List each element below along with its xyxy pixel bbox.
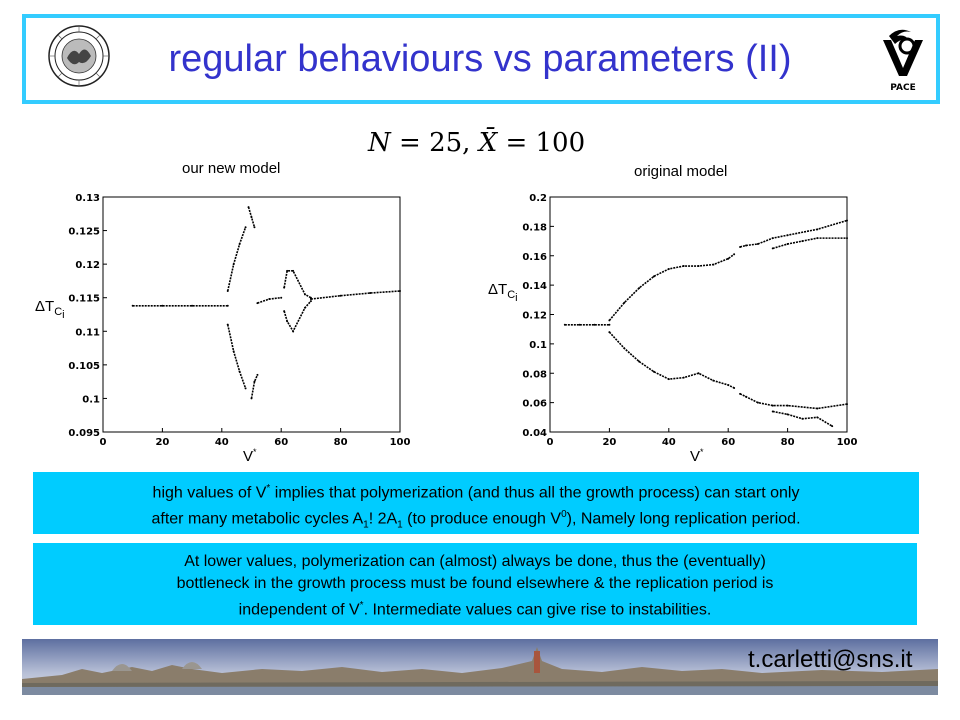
y-tick-label: 0.12 [75,260,100,272]
x-tick-label: 0 [546,437,554,448]
data-point [227,290,229,292]
data-point [683,265,685,267]
x-tick-label: 40 [661,437,676,448]
y-tick-label: 0.1 [529,339,547,351]
data-point [757,243,759,245]
data-point [245,226,247,228]
formula-x-symbol: X̄ [478,128,498,158]
data-point [191,305,193,307]
data-point [712,264,714,266]
data-point [772,410,774,412]
data-point [310,300,312,302]
right-plot-caption: original model [634,163,728,180]
y-tick-label: 0.11 [75,327,100,339]
data-point [340,295,342,297]
data-point [683,377,685,379]
data-point [579,324,581,326]
data-point [304,293,306,295]
data-point [227,324,229,326]
data-point [772,247,774,249]
data-point [251,216,253,218]
data-point [233,350,235,352]
data-point [564,324,566,326]
data-point [787,243,789,245]
y-tick-label: 0.04 [522,428,547,439]
x-tick-label: 40 [214,437,229,448]
data-point [132,305,134,307]
x-tick-label: 100 [836,437,858,448]
data-point [253,226,255,228]
data-point [816,237,818,239]
x-tick-label: 80 [780,437,795,448]
y-tick-label: 0.14 [522,281,547,293]
data-point [787,234,789,236]
data-point [772,237,774,239]
y-tick-label: 0.095 [68,428,100,439]
data-point [239,371,241,373]
y-tick-label: 0.06 [522,398,547,410]
data-point [801,418,803,420]
data-point [638,361,640,363]
data-point [712,380,714,382]
y-tick-label: 0.105 [68,360,100,372]
data-point [608,324,610,326]
data-point [251,397,253,399]
right-x-axis-label: V* [690,447,704,465]
data-point [292,270,294,272]
data-point [727,384,729,386]
data-point [623,302,625,304]
data-point [227,305,229,307]
data-point [787,413,789,415]
x-tick-label: 20 [155,437,170,448]
data-point [772,405,774,407]
data-point [283,287,285,289]
data-point [668,378,670,380]
data-point [745,244,747,246]
data-point [745,396,747,398]
data-point [608,331,610,333]
data-point [256,374,258,376]
data-point [739,246,741,248]
data-point [787,405,789,407]
data-point [268,298,270,300]
data-point [623,347,625,349]
pace-logo [875,26,931,96]
data-point [653,275,655,277]
data-point [816,228,818,230]
data-point [399,290,401,292]
data-point [248,206,250,208]
data-point [739,393,741,395]
left-chart [60,185,420,450]
y-tick-label: 0.115 [68,293,100,305]
y-tick-label: 0.2 [529,193,547,204]
text-box-high-values: high values of V* implies that polymerization (and thus all the growth process) can start only after many metabolic cycles $A_1$! $2A_1$ (to produce enough $V^0$), Namely long replication period. [33,472,919,534]
data-point [233,263,235,265]
data-point [801,240,803,242]
author-email[interactable]: t.carletti@sns.it [748,646,913,673]
data-point [668,268,670,270]
y-tick-label: 0.08 [522,369,547,381]
data-point [608,319,610,321]
text-box-lower-values: At lower values, polymerization can (almost) always be done, thus the (eventually) bottleneck in the growth process must be found elsewhere & the replication period is independent of V*. Intermediate values can give rise to instabilities. [33,543,917,625]
data-point [594,324,596,326]
data-point [286,270,288,272]
data-point [286,320,288,322]
data-point [369,292,371,294]
y-tick-label: 0.1 [82,394,100,406]
data-point [733,253,735,255]
y-tick-label: 0.16 [522,251,547,263]
data-point [292,330,294,332]
data-point [727,258,729,260]
y-tick-label: 0.13 [75,193,100,204]
right-chart [505,185,865,450]
data-point [253,381,255,383]
data-point [698,265,700,267]
data-point [304,307,306,309]
y-tick-label: 0.125 [68,226,100,238]
y-tick-label: 0.12 [522,310,547,322]
parameter-formula [368,128,585,158]
pace-logo-text: PACE [890,83,916,93]
x-tick-label: 60 [721,437,736,448]
left-x-axis-label: V* [243,447,257,465]
data-point [831,425,833,427]
data-point [846,237,848,239]
data-point [757,402,759,404]
slide-title: regular behaviours vs parameters (II) [168,38,792,80]
data-point [816,408,818,410]
data-point [846,403,848,405]
x-tick-label: 100 [389,437,411,448]
data-point [283,310,285,312]
y-tick-label: 0.18 [522,222,547,234]
data-point [733,387,735,389]
left-plot-caption: our new model [182,160,281,177]
formula-n-value: = 25, [399,128,471,158]
x-tick-label: 80 [333,437,348,448]
data-point [256,302,258,304]
data-point [638,287,640,289]
data-point [846,220,848,222]
x-tick-label: 60 [274,437,289,448]
data-point [816,416,818,418]
formula-x-value: = 100 [505,128,586,158]
data-point [245,387,247,389]
left-y-axis-label: $\Delta T_{C_i}$ [35,298,65,322]
x-tick-label: 20 [602,437,617,448]
data-point [310,298,312,300]
data-point [161,305,163,307]
right-y-axis-label: $\Delta T_{C_i}$ [488,281,518,305]
data-point [653,371,655,373]
formula-n-symbol: N [368,128,391,158]
data-point [698,372,700,374]
data-point [239,243,241,245]
x-tick-label: 0 [99,437,107,448]
data-point [280,297,282,299]
